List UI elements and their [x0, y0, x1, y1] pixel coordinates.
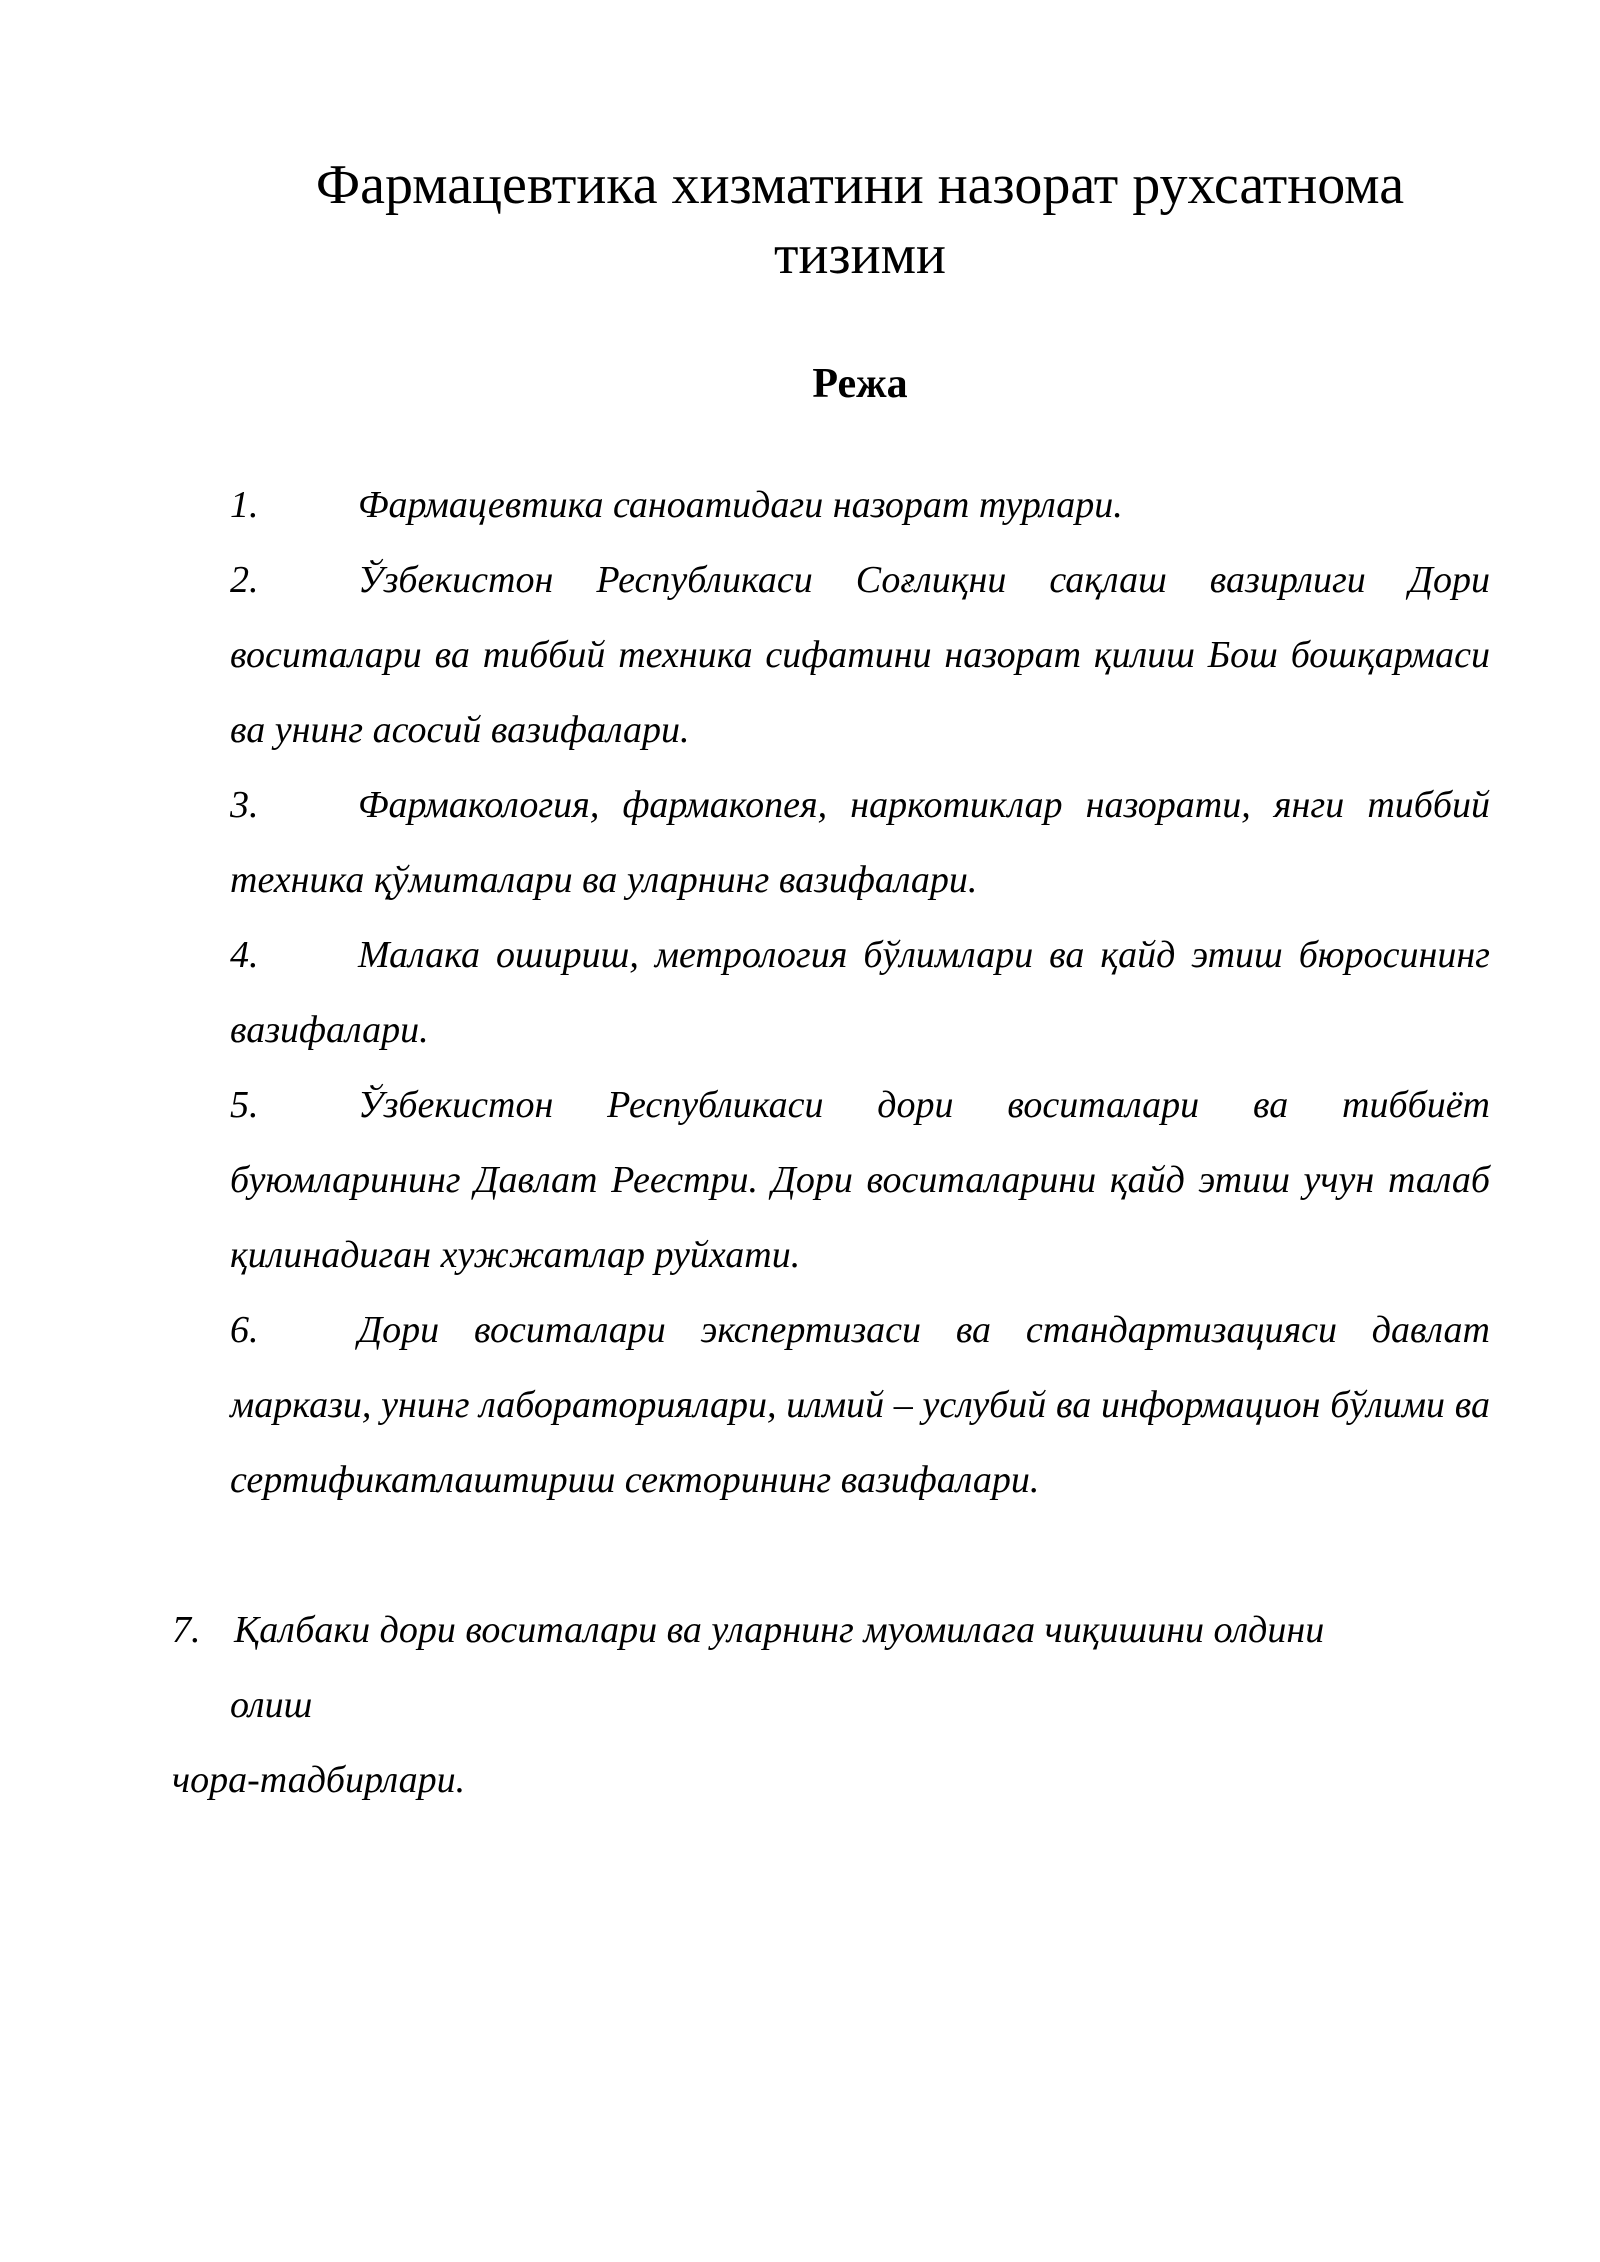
list-item-number: 3.: [230, 784, 259, 826]
list-item-text: Дори воситалари экспертизаси ва стандартизацияси давлат маркази, унинг лабораториялари, илмий – услубий ва информацион бўлими ва сертификатлаштириш секторининг вазифалари.: [230, 1309, 1490, 1501]
list-item: [230, 1293, 1490, 1518]
list-item-number: 5.: [230, 1084, 259, 1126]
list-item-text: Малака ошириш, метрология бўлимлари ва қайд этиш бюросининг вазифалари.: [230, 934, 1490, 1051]
list-item-text-continuation: чора-тадбирлари.: [172, 1759, 466, 1801]
list-item: [230, 768, 1490, 918]
list-item: [230, 918, 1490, 1068]
list-item: [230, 468, 1490, 543]
list-item-text: Фармацевтика саноатидаги назорат турлари.: [358, 484, 1123, 526]
list-item-number: 7.: [172, 1609, 201, 1651]
list-item-number: 1.: [230, 484, 259, 526]
list-item-text: Ўзбекистон Республикаси Соғлиқни сақлаш вазирлиги Дори воситалари ва тиббий техника сифатини назорат қилиш Бош бошқармаси ва унинг асосий вазифалари.: [230, 559, 1490, 751]
document-title: Фармацевтика хизматини назорат рухсатнома тизими: [315, 154, 1405, 286]
list-item-number: 4.: [230, 934, 259, 976]
list-item-text: Ўзбекистон Республикаси дори воситалари ва тиббиёт буюмларининг Давлат Реестри. Дори воситаларини қайд этиш учун талаб қилинадиган хужжатлар руйхати.: [230, 1084, 1490, 1276]
list-item: [230, 543, 1490, 768]
list-item-number: 6.: [230, 1309, 259, 1351]
list-item-number: 2.: [230, 559, 259, 601]
list-item-text: Қалбаки дори воситалари ва уларнинг муомилага чиқишини олдини: [234, 1609, 1325, 1651]
list-item: [172, 1593, 1490, 1818]
list-item-text: Фармакология, фармакопея, наркотиклар назорати, янги тиббий техника қўмиталари ва уларнинг вазифалари.: [230, 784, 1490, 901]
list-item: [230, 1068, 1490, 1293]
plan-heading: Режа: [812, 361, 908, 407]
list-item-text-continuation: олиш: [230, 1684, 313, 1726]
